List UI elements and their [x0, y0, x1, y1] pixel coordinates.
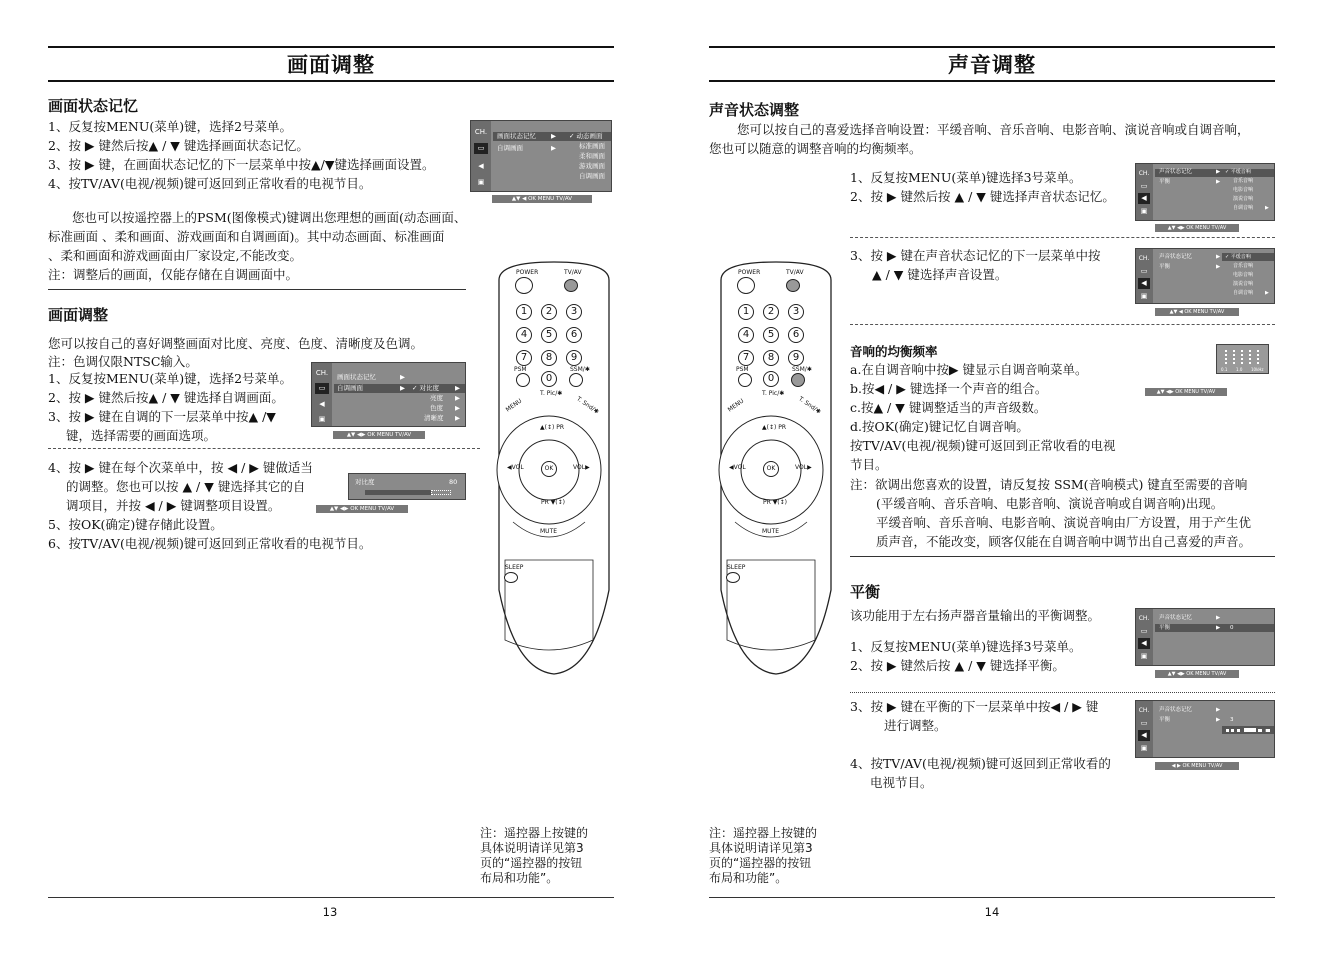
number-button[interactable]: 1: [738, 304, 754, 320]
osd-key-bar: ▲▼ ◀ OK MENU TV/AV: [492, 195, 592, 203]
sound-icon: ◀: [1138, 278, 1150, 289]
step: 4、按 ▶ 键在每个次菜单中，按 ◀ / ▶ 键做适当: [48, 460, 313, 475]
step: 2、按 ▶ 键然后按 ▲ / ▼ 键选择声音状态记忆。: [850, 189, 1115, 204]
note-block: [850, 475, 1251, 551]
osd-menu-picture-memory: CH. ▭ ◀ ▣ 画面状态记忆 ▶ 自调画面 ▶ ✓ 动态画面 标准画面 柔和画面 游戏画面 自调画面: [470, 120, 612, 192]
power-button[interactable]: [515, 277, 533, 294]
number-button[interactable]: 8: [763, 350, 779, 366]
setup-icon: ▣: [1140, 744, 1148, 752]
tpic-label: T. Pic/✱: [540, 390, 563, 397]
menu-item: 平衡: [1159, 717, 1171, 723]
eq-steps: [850, 360, 1115, 474]
menu-item: 声音状态记忆: [1159, 169, 1193, 175]
number-button[interactable]: 4: [738, 327, 754, 343]
pr-down-button[interactable]: PR ▼(↕): [763, 499, 788, 506]
sound-icon: ◀: [1138, 193, 1150, 204]
menu-item: 自调画面: [497, 144, 523, 152]
section-heading: 音响的均衡频率: [850, 344, 938, 359]
section-heading: 声音状态调整: [709, 101, 800, 119]
ch-label: CH.: [1138, 707, 1150, 714]
tvav-button[interactable]: [786, 279, 800, 292]
ssm-button[interactable]: [791, 373, 805, 387]
section-heading: 平衡: [850, 583, 881, 601]
tvav-label: TV/AV: [564, 269, 582, 276]
steps-list: [48, 117, 434, 193]
ch-label: CH.: [1138, 255, 1150, 262]
step: 键，选择需要的画面选项。: [66, 428, 217, 443]
footnote-line: 具体说明请详见第3: [709, 841, 813, 855]
sound-icon: ◀: [478, 162, 484, 170]
step: 进行调整。: [884, 718, 947, 733]
submenu-item: ✓ 平缓音响: [1225, 254, 1251, 260]
paragraph: [48, 208, 466, 284]
number-button[interactable]: 9: [788, 350, 804, 366]
intro-line: 您可以按自己的喜爱选择音响设置：平缓音响、音乐音响、电影音响、演说音响或自调音响，: [737, 122, 1250, 137]
number-button[interactable]: 2: [763, 304, 779, 320]
balance-value: 0: [1230, 625, 1234, 631]
note-line: 注：欲调出您喜欢的设置，请反复按 SSM(音响模式) 键直至需要的音响: [850, 477, 1248, 492]
osd-menu-sound-select: CH. ▭ ◀ ▣ 声音状态记忆 ▶ 平衡 ▶ ✓ 平缓音响 音乐音响 电影音响 演说音响 自调音响 ▶: [1135, 248, 1275, 304]
osd-key-bar: ▲▼ ◀▶ OK MENU TV/AV: [316, 505, 408, 513]
submenu-item: 游戏画面: [579, 162, 605, 170]
step: 1、反复按MENU(菜单)键，选择2号菜单。: [48, 119, 293, 134]
number-button[interactable]: 3: [788, 304, 804, 320]
psm-label: PSM: [514, 366, 527, 373]
left-page-title: 画面调整: [287, 53, 375, 77]
steps-list: [850, 754, 1111, 792]
submenu-item: 自调音响: [1233, 205, 1254, 211]
menu-item: 声音状态记忆: [1159, 707, 1193, 713]
power-label: POWER: [738, 269, 761, 276]
step: 2、按 ▶ 键然后按 ▲ / ▼ 键选择平衡。: [850, 658, 1065, 673]
eq-label: 10kHz: [1251, 367, 1264, 372]
submenu-item: ✓ 对比度: [412, 384, 440, 392]
setup-icon: ▣: [318, 415, 326, 423]
setup-icon: ▣: [1140, 292, 1148, 300]
intro-text: 您可以按自己的喜好调整画面对比度、亮度、色度、清晰度及色调。: [48, 336, 424, 351]
step: 4、按TV/AV(电视/视频)键可返回到正常收看的: [850, 756, 1111, 771]
vol-up-button[interactable]: VOL▶: [795, 464, 812, 471]
intro-text: 该功能用于左右扬声器音量输出的平衡调整。: [850, 608, 1101, 623]
submenu-item: 柔和画面: [579, 152, 605, 160]
slider-label: 对比度: [355, 478, 375, 486]
submenu-item: 自调音响: [1233, 290, 1254, 296]
psm-label: PSM: [736, 366, 749, 373]
submenu-item: 电影音响: [1233, 187, 1254, 193]
number-button[interactable]: 4: [516, 327, 532, 343]
step: 3、按 ▶ 键在平衡的下一层菜单中按◀ / ▶ 键: [850, 699, 1099, 714]
picture-icon: ▭: [1140, 627, 1148, 635]
submenu-item: 标准画面: [579, 142, 605, 150]
menu-item: 画面状态记忆: [497, 132, 536, 140]
setup-icon: ▣: [477, 178, 485, 186]
footnote: [709, 826, 817, 886]
tsnd-label: T. Snd/✱: [575, 395, 600, 416]
step: 按TV/AV(电视/视频)键可返回到正常收看的电视: [850, 438, 1116, 453]
ssm-label: SSM/✱: [792, 366, 812, 373]
submenu-item: ✓ 平缓音响: [1225, 169, 1251, 175]
osd-equalizer: [1216, 344, 1269, 374]
para-line: 标准画面 、柔和画面、游戏画面和自调画面)。其中动态画面、标准画面: [48, 229, 445, 244]
number-button[interactable]: 0: [541, 371, 557, 387]
step: 3、按 ▶ 键在声音状态记忆的下一层菜单中按: [850, 248, 1101, 263]
ch-label: CH.: [315, 369, 329, 377]
note-line: 平缓音响、音乐音响、电影音响、演说音响由厂方设置，用于产生优: [876, 515, 1252, 530]
para-line: 注：调整后的画面，仅能存储在自调画面中。: [48, 267, 299, 282]
osd-key-bar: ▲▼ ◀▶ OK MENU TV/AV: [1155, 224, 1239, 232]
steps-list: [850, 246, 1101, 284]
note-line: (平缓音响、音乐音响、电影音响、演说音响或自调音响)出现。: [876, 496, 1224, 511]
steps-list: [850, 637, 1082, 675]
step: 调项目，并按 ◀ / ▶ 键调整项目设置。: [66, 498, 281, 513]
ch-label: CH.: [1138, 615, 1150, 622]
step: 4、按TV/AV(电视/视频)键可返回到正常收看的电视节目。: [48, 176, 372, 191]
psm-button[interactable]: [516, 373, 530, 387]
intro-text: [709, 120, 1250, 158]
osd-menu-sound-memory: CH. ▭ ◀ ▣ 声音状态记忆 ▶ 平衡 ▶ ✓ 平缓音响 音乐音响 电影音响 演说音响 自调音响 ▶: [1135, 163, 1275, 221]
power-button[interactable]: [737, 277, 755, 294]
note-line: 质声音，不能改变，顾客仅能在自调音响中调节出自己喜爱的声音。: [876, 534, 1252, 549]
pr-up-button[interactable]: ▲(↕) PR: [540, 424, 565, 431]
mute-label: MUTE: [762, 528, 780, 535]
slider-value: 80: [449, 478, 458, 486]
submenu-item: 演说音响: [1233, 196, 1254, 202]
number-button[interactable]: 1: [516, 304, 532, 320]
steps-list: [850, 168, 1115, 206]
menu-item: 声音状态记忆: [1159, 615, 1193, 621]
submenu-item: ✓ 动态画面: [569, 132, 603, 140]
vol-down-button[interactable]: ◀VOL: [729, 464, 746, 471]
ok-button[interactable]: OK: [541, 461, 557, 477]
para-line: 、柔和画面和游戏画面由厂家设定,不能改变。: [48, 248, 302, 263]
step: 3、按 ▶ 键，在画面状态记忆的下一层菜单中按▲/▼键选择画面设置。: [48, 157, 435, 172]
menu-item: 自调画面: [337, 384, 363, 392]
page-number: 14: [984, 905, 1000, 919]
menu-item: 画面状态记忆: [337, 373, 376, 381]
balance-value: 3: [1230, 717, 1234, 723]
steps-list: [850, 697, 1098, 735]
osd-menu-balance-adjust: CH. ▭ ◀ ▣ 声音状态记忆 ▶ 平衡 ▶ 3: [1135, 700, 1275, 758]
sleep-button[interactable]: [504, 572, 518, 583]
submenu-item: 音乐音响: [1233, 178, 1254, 184]
number-button[interactable]: 5: [541, 327, 557, 343]
picture-icon: ▭: [1140, 267, 1148, 275]
vol-up-button[interactable]: VOL▶: [573, 464, 590, 471]
step: 1、反复按MENU(菜单)键，选择2号菜单。: [48, 371, 293, 386]
submenu-item: 色度: [430, 404, 443, 412]
footnote-line: 布局和功能”。: [709, 871, 788, 885]
sound-icon: ◀: [1138, 638, 1150, 649]
right-page-title: 声音调整: [948, 53, 1036, 77]
eq-label: 1.0: [1236, 367, 1243, 372]
picture-icon: ▭: [474, 143, 488, 154]
step: 电视节目。: [870, 775, 933, 790]
submenu-item: 清晰度: [424, 414, 444, 422]
menu-item: 平衡: [1159, 264, 1171, 270]
step: 3、按 ▶ 键在自调的下一层菜单中按▲ /▼: [48, 409, 276, 424]
osd-key-bar: ▲▼ ◀ OK MENU TV/AV: [1155, 308, 1239, 316]
osd-key-bar: ▲▼ ◀▶ OK MENU TV/AV: [1145, 388, 1227, 396]
osd-key-bar: ▲▼ ◀▶ OK MENU TV/AV: [1155, 670, 1239, 678]
ok-button[interactable]: OK: [763, 461, 779, 477]
osd-menu-custom-picture: CH. ▭ ◀ ▣ 画面状态记忆 ▶ 自调画面 ▶ ✓ 对比度 亮度 色度 清晰度 ▶ ▶ ▶ ▶: [311, 362, 466, 427]
footnote-line: 页的“遥控器的按钮: [709, 856, 812, 870]
number-button[interactable]: 7: [516, 350, 532, 366]
submenu-item: 亮度: [430, 394, 443, 402]
step: b.按◀ / ▶ 键选择一个声音的组合。: [850, 381, 1048, 396]
menu-item: 平衡: [1159, 625, 1171, 631]
steps-list: [48, 369, 292, 445]
number-button[interactable]: 3: [566, 304, 582, 320]
step: 1、反复按MENU(菜单)键选择3号菜单。: [850, 170, 1082, 185]
footnote-line: 布局和功能”。: [480, 871, 559, 885]
mute-label: MUTE: [540, 528, 558, 535]
submenu-item: 演说音响: [1233, 281, 1254, 287]
tvav-button[interactable]: [564, 279, 578, 292]
number-button[interactable]: 0: [763, 371, 779, 387]
section-heading: 画面调整: [48, 306, 109, 324]
para-line: 您也可以按遥控器上的PSM(图像模式)键调出您理想的画面(动态画面、: [72, 210, 467, 225]
step: 2、按 ▶ 键然后按▲ / ▼ 键选择画面状态记忆。: [48, 138, 309, 153]
step: c.按▲ / ▼ 键调整适当的声音级数。: [850, 400, 1047, 415]
number-button[interactable]: 9: [566, 350, 582, 366]
osd-key-bar: ▲▼ ◀▶ OK MENU TV/AV: [333, 431, 425, 439]
note-text: 注：色调仅限NTSC输入。: [48, 354, 198, 369]
osd-key-bar: ◀ ▶ OK MENU TV/AV: [1155, 762, 1239, 770]
sleep-label: SLEEP: [727, 564, 746, 571]
vol-down-button[interactable]: ◀VOL: [507, 464, 524, 471]
step: d.按OK(确定)键记忆自调音响。: [850, 419, 1029, 434]
submenu-item: 电影音响: [1233, 272, 1254, 278]
sleep-label: SLEEP: [505, 564, 524, 571]
number-button[interactable]: 8: [541, 350, 557, 366]
step: 节目。: [850, 457, 888, 472]
footnote-line: 页的“遥控器的按钮: [480, 856, 583, 870]
pr-down-button[interactable]: PR ▼(↕): [541, 499, 566, 506]
footnote: [480, 826, 588, 886]
footnote-line: 注：遥控器上按键的: [709, 826, 818, 840]
step: 的调整。您也可以按 ▲ / ▼ 键选择其它的自: [66, 479, 306, 494]
sound-icon: ◀: [1138, 730, 1150, 741]
tsnd-label: T. Snd/✱: [797, 395, 822, 416]
number-button[interactable]: 2: [541, 304, 557, 320]
step: 6、按TV/AV(电视/视频)键可返回到正常收看的电视节目。: [48, 536, 372, 551]
step: 2、按 ▶ 键然后按▲ / ▼ 键选择自调画面。: [48, 390, 284, 405]
menu-label: MENU: [726, 397, 746, 414]
picture-icon: ▭: [315, 383, 329, 394]
number-button[interactable]: 5: [763, 327, 779, 343]
picture-icon: ▭: [1140, 182, 1148, 190]
number-button[interactable]: 6: [788, 327, 804, 343]
sound-icon: ◀: [319, 400, 325, 408]
power-label: POWER: [516, 269, 539, 276]
section-heading: 画面状态记忆: [48, 97, 139, 115]
number-button[interactable]: 7: [738, 350, 754, 366]
osd-contrast-slider: [348, 473, 466, 500]
picture-icon: ▭: [1140, 719, 1148, 727]
footnote-line: 具体说明请详见第3: [480, 841, 584, 855]
step: ▲ / ▼ 键选择声音设置。: [872, 267, 1008, 282]
step: 5、按OK(确定)键存储此设置。: [48, 517, 223, 532]
tpic-label: T. Pic/✱: [762, 390, 785, 397]
eq-label: 0.1: [1221, 367, 1228, 372]
ssm-label: SSM/✱: [570, 366, 590, 373]
menu-item: 声音状态记忆: [1159, 254, 1193, 260]
tvav-label: TV/AV: [786, 269, 804, 276]
submenu-item: 音乐音响: [1233, 263, 1254, 269]
psm-button[interactable]: [738, 373, 752, 387]
menu-item: 平衡: [1159, 179, 1171, 185]
sleep-button[interactable]: [726, 572, 740, 583]
step: a.在自调音响中按▶ 键显示自调音响菜单。: [850, 362, 1088, 377]
pr-up-button[interactable]: ▲(↕) PR: [762, 424, 787, 431]
setup-icon: ▣: [1140, 652, 1148, 660]
ssm-button[interactable]: [569, 373, 583, 387]
intro-line: 您也可以随意的调整音响的均衡频率。: [709, 141, 922, 156]
page-number: 13: [322, 905, 338, 919]
ch-label: CH.: [474, 128, 488, 136]
osd-menu-balance: CH. ▭ ◀ ▣ 声音状态记忆 ▶ 平衡 ▶ 0: [1135, 608, 1275, 666]
submenu-item: 自调画面: [579, 172, 605, 180]
footnote-line: 注：遥控器上按键的: [480, 826, 589, 840]
step: 1、反复按MENU(菜单)键选择3号菜单。: [850, 639, 1082, 654]
number-button[interactable]: 6: [566, 327, 582, 343]
setup-icon: ▣: [1140, 207, 1148, 215]
ch-label: CH.: [1138, 170, 1150, 177]
menu-label: MENU: [504, 397, 524, 414]
